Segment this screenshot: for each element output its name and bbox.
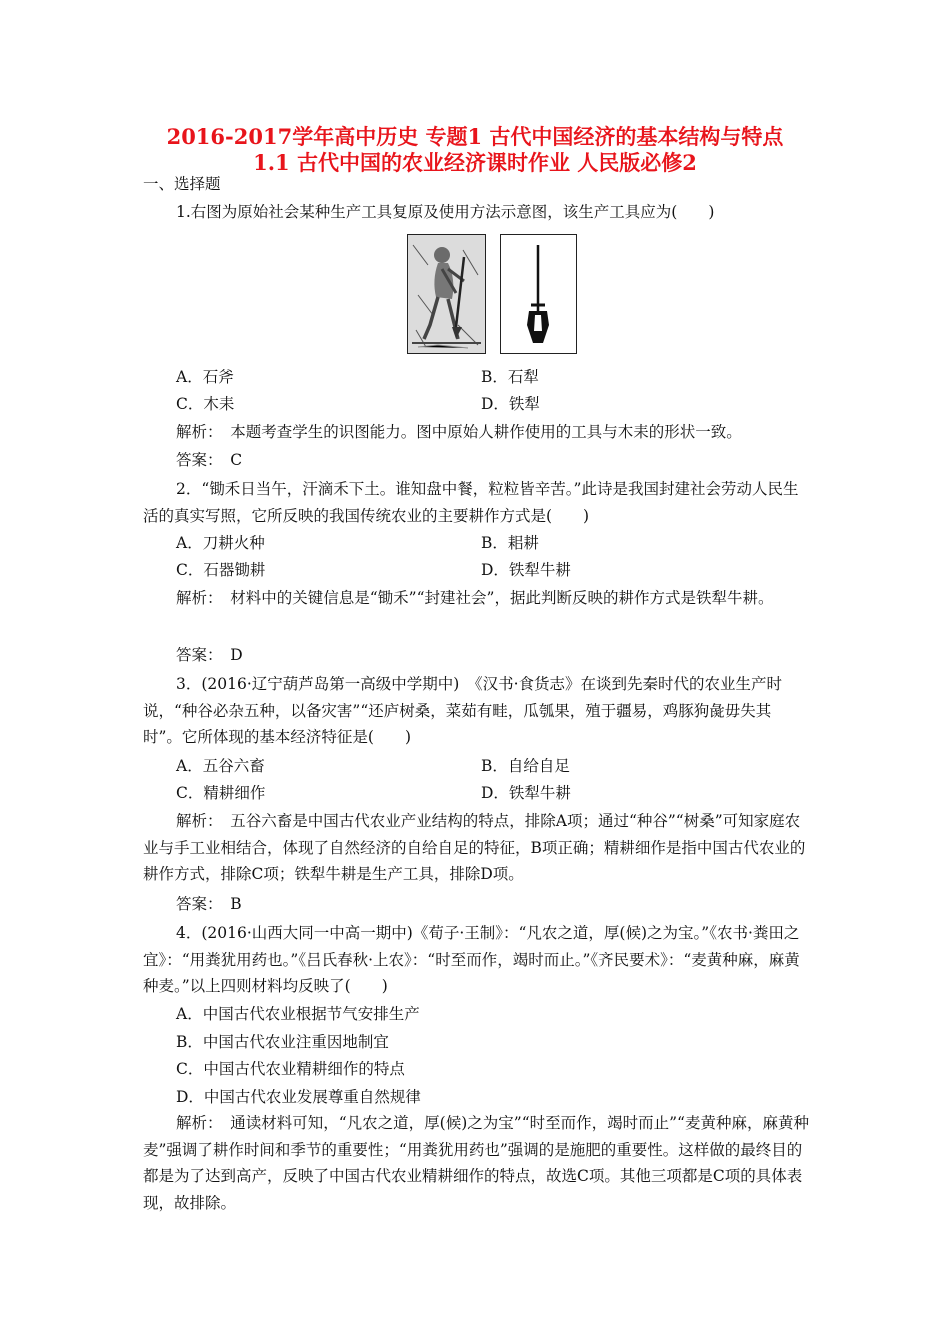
q1-stem: 1.右图为原始社会某种生产工具复原及使用方法示意图，该生产工具应为( ) [176, 203, 715, 221]
q3-analysis: 解析： 五谷六畜是中国古代农业产业结构的特点，排除A项；通过“种谷”“树桑”可知家庭农业与手工业相结合，体现了自然经济的自给自足的特征，B项正确；精耕细作是指中国古代农业的耕作方式，排除C项；铁犁牛耕是生产工具，排除D项。 [143, 812, 806, 883]
primitive-farmer-illustration [407, 234, 486, 354]
q3-option-a: A．五谷六畜 [176, 757, 265, 775]
q3-option-c: C．精耕细作 [176, 784, 266, 802]
q4-option-b: B．中国古代农业注重因地制宜 [176, 1033, 389, 1051]
q4-analysis: 解析： 通读材料可知，“凡农之道，厚(候)之为宝”“时至而作，竭时而止”“麦黄种麻，麻黄种麦”强调了耕作时间和季节的重要性；“用粪犹用药也”强调的是施肥的重要性。这样做的最终目的都是为了达到高产，反映了中国古代农业精耕细作的特点，故选C项。其他三项都是C项的具体表现，故排除。 [143, 1114, 809, 1212]
document-title-line-2: 1.1 古代中国的农业经济课时作业 人民版必修2 [253, 150, 697, 175]
q4-option-c: C．中国古代农业精耕细作的特点 [176, 1060, 405, 1078]
q2-option-b: B．耜耕 [481, 534, 539, 552]
q1-analysis: 解析： 本题考查学生的识图能力。图中原始人耕作使用的工具与木耒的形状一致。 [176, 423, 742, 441]
q4-option-d: D．中国古代农业发展尊重自然规律 [176, 1088, 421, 1106]
lei-tool-icon [501, 235, 576, 353]
q4-stem: 4．(2016·山西大同一中高一期中)《荀子·王制》：“凡农之道，厚(候)之为宝。”《农书·粪田之宜》：“用粪犹用药也。”《吕氏春秋·上农》：“时至而作，竭时而止。”《齐民要术》：“麦黄种麻，麻黄种麦。”以上四则材料均反映了( ) [143, 924, 800, 995]
q1-option-b: B．石犁 [481, 368, 539, 386]
q1-option-a: A．石斧 [176, 368, 234, 386]
q3-option-d: D．铁犁牛耕 [481, 784, 571, 802]
q2-stem: 2．“锄禾日当午，汗滴禾下土。谁知盘中餐，粒粒皆辛苦。”此诗是我国封建社会劳动人民生活的真实写照，它所反映的我国传统农业的主要耕作方式是( ) [143, 480, 799, 525]
q4-option-a: A．中国古代农业根据节气安排生产 [176, 1005, 420, 1023]
q1-option-c: C．木耒 [176, 395, 235, 413]
q1-answer: 答案： C [176, 451, 243, 469]
wooden-lei-tool-illustration [500, 234, 577, 354]
q2-answer: 答案： D [176, 646, 243, 664]
q2-option-d: D．铁犁牛耕 [481, 561, 571, 579]
farmer-digging-icon [408, 235, 485, 353]
q2-option-a: A．刀耕火种 [176, 534, 265, 552]
q3-answer: 答案： B [176, 895, 242, 913]
q3-stem: 3．(2016·辽宁葫芦岛第一高级中学期中) 《汉书·食货志》在谈到先秦时代的农业生产时说，“种谷必杂五种，以备灾害”“还庐树桑，菜茹有畦，瓜瓠果，殖于疆易，鸡豚狗彘毋失其时”。它所体现的基本经济特征是( ) [143, 675, 783, 746]
q2-analysis: 解析： 材料中的关键信息是“锄禾”“封建社会”，据此判断反映的耕作方式是铁犁牛耕。 [176, 589, 774, 607]
document-title-line-1: 2016-2017学年高中历史 专题1 古代中国经济的基本结构与特点 [166, 124, 784, 149]
q1-option-d: D．铁犁 [481, 395, 540, 413]
q3-option-b: B．自给自足 [481, 757, 570, 775]
q2-option-c: C．石器锄耕 [176, 561, 266, 579]
section-heading: 一、选择题 [143, 175, 221, 193]
